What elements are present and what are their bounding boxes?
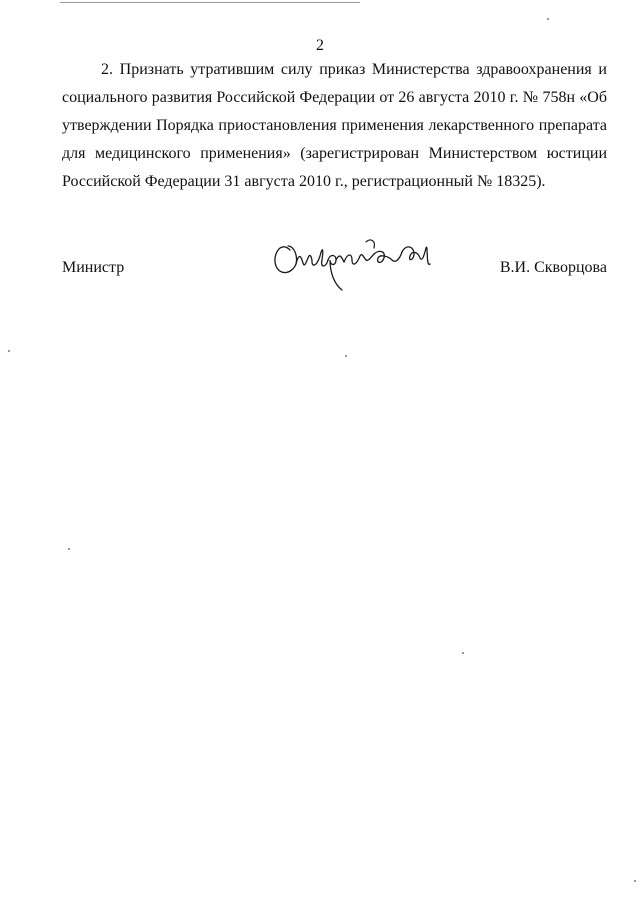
scan-speck <box>345 355 347 357</box>
scan-speck <box>8 350 10 352</box>
page-number: 2 <box>316 37 324 54</box>
scan-edge-line <box>60 2 360 3</box>
handwritten-signature <box>268 228 438 298</box>
document-body <box>62 56 607 196</box>
signatory-name: В.И. Скворцова <box>499 259 607 276</box>
scan-speck <box>547 18 549 20</box>
scan-speck <box>634 880 636 882</box>
signatory-title: Министр <box>62 259 125 276</box>
scan-speck <box>68 548 70 550</box>
paragraph-2: 2. Признать утратившим силу приказ Министерства здравоохранения и социального развития Российской Федерации от 26 августа 2010 г. № 758н «Об утверждении Порядка приостановления применения лекарственного препарата для медицинского применения» (зарегистрирован Министерством юстиции Российской Федерации 31 августа 2010 г., регистрационный № 18325). <box>62 61 607 190</box>
scan-speck <box>462 652 464 654</box>
